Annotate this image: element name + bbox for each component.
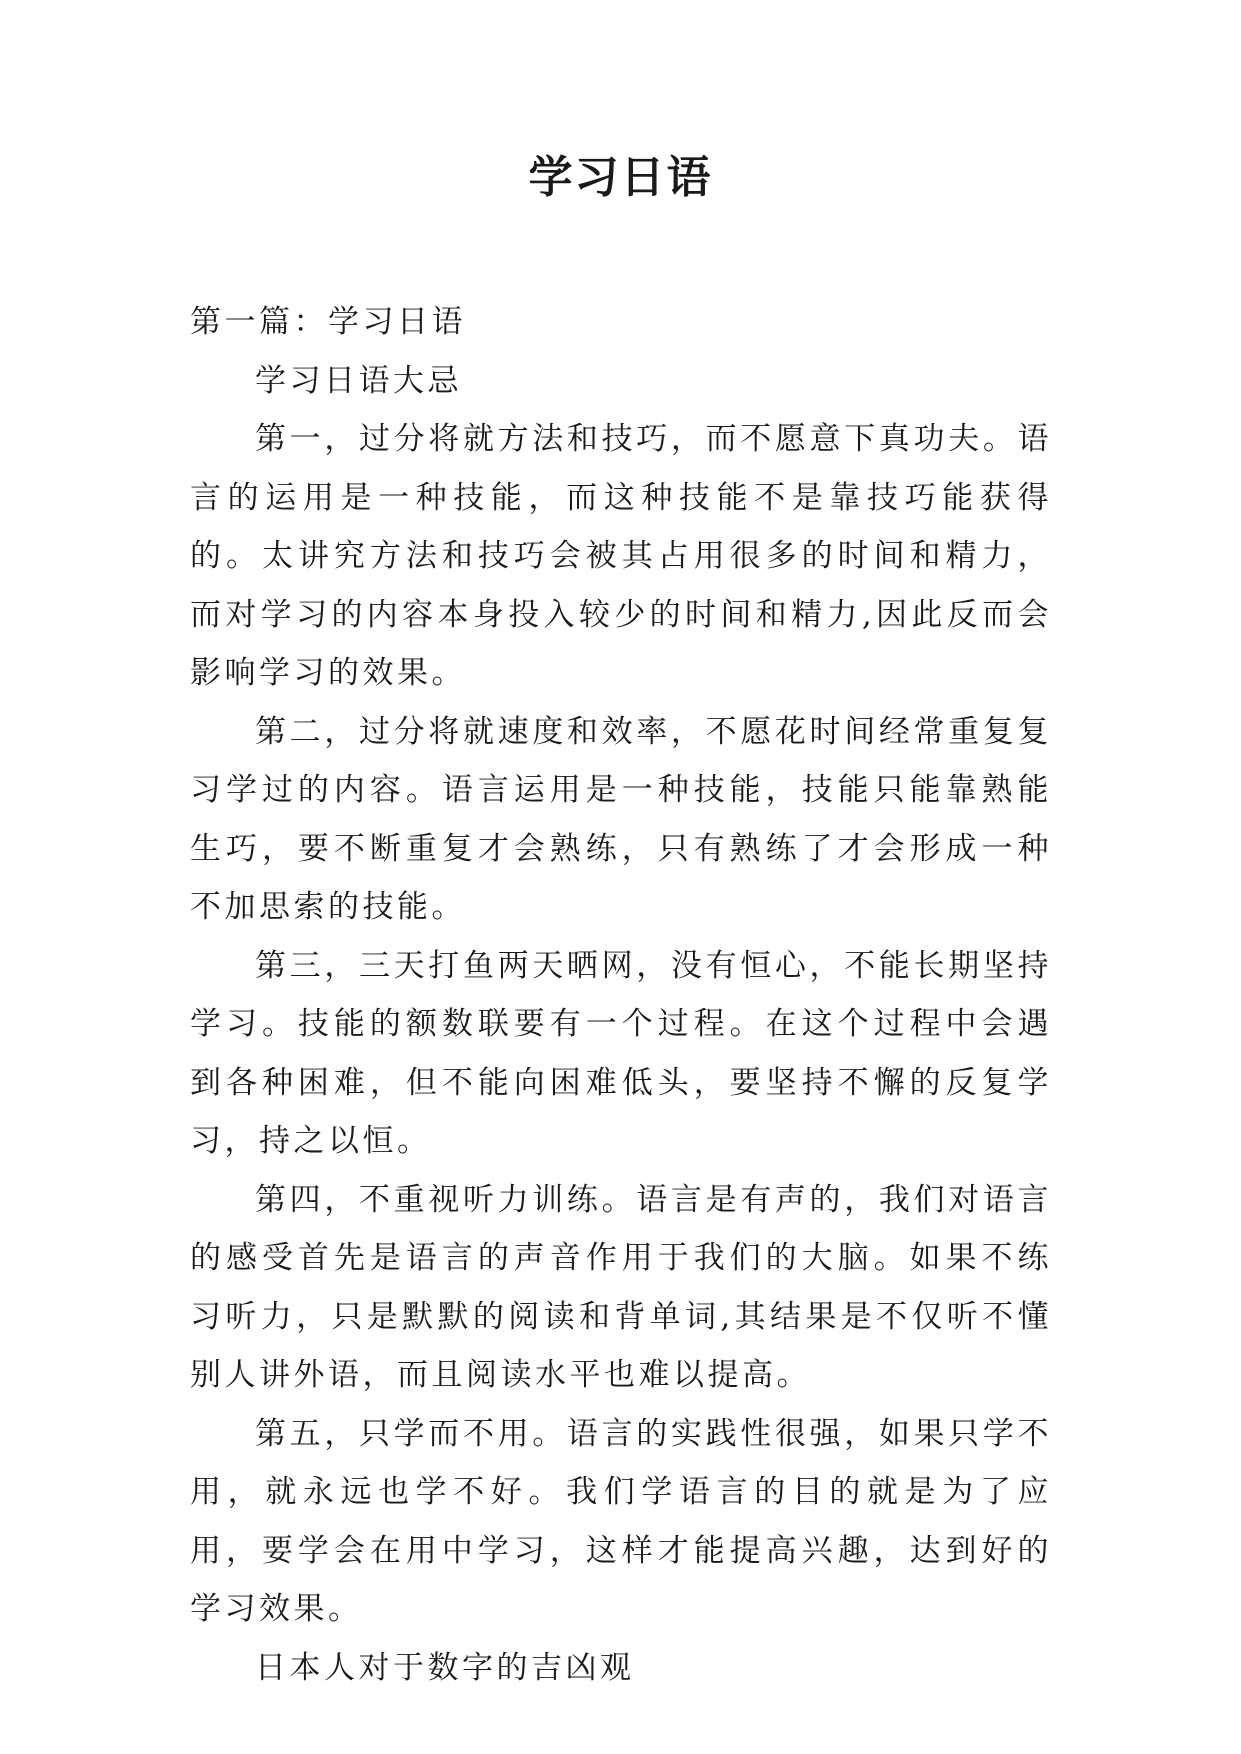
subtitle: 学习日语大忌: [255, 362, 462, 399]
paragraph-3: 第三，三天打鱼两天晒网，没有恒心，不能长期坚持学习。技能的额数联要有一个过程。在这个过程中会遇到各种困难，但不能向困难低头，要坚持不懈的反复学习，持之以恒。: [190, 947, 1052, 1159]
paragraph-1: 第一，过分将就方法和技巧，而不愿意下真功夫。语言的运用是一种技能，而这种技能不是靠技巧能获得的。太讲究方法和技巧会被其占用很多的时间和精力，而对学习的内容本身投入较少的时间和精力,因此反而会影响学习的效果。: [190, 421, 1052, 691]
paragraph-2: 第二，过分将就速度和效率，不愿花时间经常重复复习学过的内容。语言运用是一种技能，技能只能靠熟能生巧，要不断重复才会熟练，只有熟练了才会形成一种不加思索的技能。: [190, 713, 1052, 925]
paragraph-5: 第五，只学而不用。语言的实践性很强，如果只学不用，就永远也学不好。我们学语言的目的就是为了应用，要学会在用中学习，这样才能提高兴趣，达到好的学习效果。: [190, 1415, 1052, 1627]
document-body: [190, 293, 1052, 1697]
closing-heading: 日本人对于数字的吉凶观: [255, 1649, 635, 1686]
section-heading: 第一篇：学习日语: [190, 304, 466, 340]
document-title: 学习日语: [528, 152, 713, 203]
paragraph-4: 第四，不重视听力训练。语言是有声的，我们对语言的感受首先是语言的声音作用于我们的大脑。如果不练习听力，只是默默的阅读和背单词,其结果是不仅听不懂别人讲外语，而且阅读水平也难以提高。: [190, 1181, 1052, 1393]
